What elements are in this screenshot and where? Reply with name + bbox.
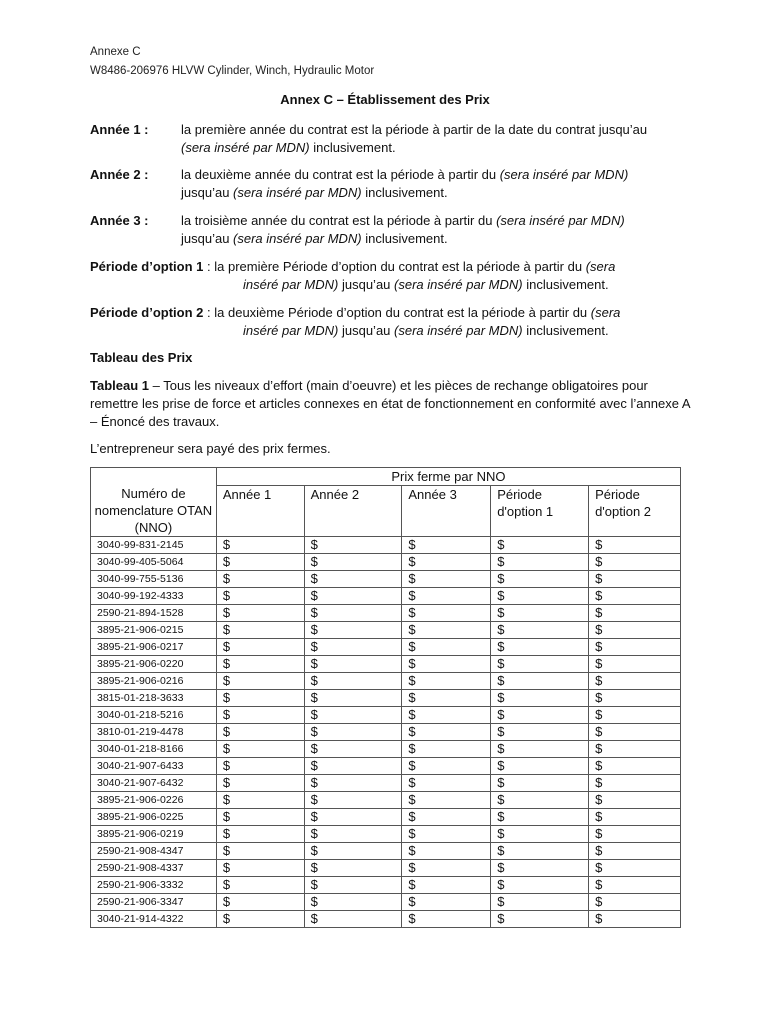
- year-3-placeholder-start: (sera inséré par MDN): [496, 213, 625, 228]
- option-1-line2: [243, 276, 609, 294]
- price-cell[interactable]: $: [589, 588, 681, 605]
- table-row: [91, 843, 681, 860]
- column-header-1: Année 1: [216, 486, 304, 537]
- nno-cell: 2590-21-894-1528: [91, 605, 217, 622]
- price-cell[interactable]: $: [304, 656, 402, 673]
- price-cell[interactable]: $: [589, 775, 681, 792]
- price-cell[interactable]: $: [402, 758, 491, 775]
- year-3-text: [181, 212, 691, 248]
- table-row: [91, 537, 681, 554]
- price-cell[interactable]: $: [402, 605, 491, 622]
- price-cell[interactable]: $: [491, 656, 589, 673]
- table-body: [91, 537, 681, 928]
- option-1-placeholder-end: (sera inséré par MDN): [394, 277, 523, 292]
- price-cell[interactable]: $: [402, 877, 491, 894]
- option-1-text-until: jusqu’au: [338, 277, 395, 292]
- option-2-separator: :: [203, 305, 215, 320]
- price-cell[interactable]: $: [304, 741, 402, 758]
- price-cell[interactable]: $: [491, 894, 589, 911]
- price-cell[interactable]: $: [589, 554, 681, 571]
- price-cell[interactable]: $: [491, 775, 589, 792]
- price-cell[interactable]: $: [402, 673, 491, 690]
- table-row: [91, 622, 681, 639]
- price-cell[interactable]: $: [304, 724, 402, 741]
- price-cell[interactable]: $: [491, 605, 589, 622]
- year-2-text-line1: la deuxième année du contrat est la période à partir du: [181, 167, 500, 182]
- price-cell[interactable]: $: [216, 758, 304, 775]
- nno-cell: 2590-21-908-4347: [91, 843, 217, 860]
- table-row: [91, 724, 681, 741]
- price-cell[interactable]: $: [402, 554, 491, 571]
- nno-cell: 3040-99-831-2145: [91, 537, 217, 554]
- price-cell[interactable]: $: [491, 792, 589, 809]
- price-cell[interactable]: $: [491, 724, 589, 741]
- nno-cell: 2590-21-906-3332: [91, 877, 217, 894]
- price-cell[interactable]: $: [216, 792, 304, 809]
- price-cell[interactable]: $: [491, 571, 589, 588]
- option-2-label: Période d’option 2: [90, 305, 204, 320]
- price-cell[interactable]: $: [589, 656, 681, 673]
- price-cell[interactable]: $: [216, 673, 304, 690]
- year-1-text: [181, 121, 691, 157]
- price-cell[interactable]: $: [304, 894, 402, 911]
- nno-cell: 3895-21-906-0225: [91, 809, 217, 826]
- table-row: [91, 894, 681, 911]
- header-annex-label: Annexe C: [90, 46, 141, 58]
- price-table: [90, 467, 681, 928]
- price-cell[interactable]: $: [402, 826, 491, 843]
- price-cell[interactable]: $: [491, 554, 589, 571]
- price-cell[interactable]: $: [589, 877, 681, 894]
- price-cell[interactable]: $: [304, 707, 402, 724]
- nno-cell: 3895-21-906-0216: [91, 673, 217, 690]
- year-1-label: Année 1 :: [90, 122, 149, 137]
- price-cell[interactable]: $: [491, 588, 589, 605]
- option-2-block: [90, 304, 690, 342]
- year-3-text-until: jusqu’au: [181, 231, 234, 246]
- nno-cell: 2590-21-908-4337: [91, 860, 217, 877]
- table-intro-text: – Tous les niveaux d’effort (main d’oeuvre) et les pièces de rechange obligatoires pour remettre les prise de force et articles connexes en état de fonctionnement en conformité avec l’annexe A – Énoncé des travaux.: [90, 378, 690, 429]
- price-cell[interactable]: $: [304, 860, 402, 877]
- price-cell[interactable]: $: [402, 588, 491, 605]
- option-2-placeholder-a: (sera: [590, 305, 621, 320]
- price-cell[interactable]: $: [216, 894, 304, 911]
- price-cell[interactable]: $: [402, 724, 491, 741]
- option-2-text: la deuxième Période d’option du contrat est la période à partir du: [214, 305, 591, 320]
- price-cell[interactable]: $: [589, 673, 681, 690]
- nno-cell: 2590-21-906-3347: [91, 894, 217, 911]
- price-cell[interactable]: $: [216, 843, 304, 860]
- price-cell[interactable]: $: [491, 707, 589, 724]
- nno-cell: 3895-21-906-0217: [91, 639, 217, 656]
- year-2-text-until: jusqu’au: [181, 185, 234, 200]
- year-2-text-end: inclusivement.: [361, 185, 448, 200]
- price-cell[interactable]: $: [304, 809, 402, 826]
- option-1-placeholder-b: inséré par MDN): [243, 277, 339, 292]
- price-cell[interactable]: $: [491, 877, 589, 894]
- nno-cell: 3895-21-906-0219: [91, 826, 217, 843]
- price-cell[interactable]: $: [491, 673, 589, 690]
- price-cell[interactable]: $: [304, 775, 402, 792]
- price-cell[interactable]: $: [491, 843, 589, 860]
- nno-cell: 3040-99-405-5064: [91, 554, 217, 571]
- page-title: Annex C – Établissement des Prix: [280, 92, 490, 107]
- table-row: [91, 554, 681, 571]
- price-cell[interactable]: $: [491, 622, 589, 639]
- table-row: [91, 707, 681, 724]
- payment-note: L’entrepreneur sera payé des prix fermes.: [90, 441, 331, 456]
- price-cell[interactable]: $: [402, 707, 491, 724]
- nno-cell: 3040-21-907-6433: [91, 758, 217, 775]
- price-cell[interactable]: $: [589, 758, 681, 775]
- price-cell[interactable]: $: [304, 537, 402, 554]
- year-3-text-line1: la troisième année du contrat est la période à partir du: [181, 213, 497, 228]
- price-cell[interactable]: $: [589, 724, 681, 741]
- option-1-separator: :: [203, 259, 215, 274]
- price-cell[interactable]: $: [304, 673, 402, 690]
- table-row: [91, 792, 681, 809]
- price-cell[interactable]: $: [304, 826, 402, 843]
- price-cell[interactable]: $: [402, 792, 491, 809]
- year-1-text-line1: la première année du contrat est la période à partir de la date du contrat jusqu’au: [181, 122, 648, 137]
- option-2-text-end: inclusivement.: [522, 323, 609, 338]
- price-cell[interactable]: $: [216, 554, 304, 571]
- price-cell[interactable]: $: [589, 860, 681, 877]
- price-cell[interactable]: $: [216, 877, 304, 894]
- table-header-row-1: [91, 468, 681, 486]
- table-row: [91, 639, 681, 656]
- price-cell[interactable]: $: [402, 809, 491, 826]
- nno-column-header: Numéro de nomenclature OTAN (NNO): [91, 468, 217, 537]
- nno-cell: 3895-21-906-0215: [91, 622, 217, 639]
- nno-cell: 3040-01-218-8166: [91, 741, 217, 758]
- price-cell[interactable]: $: [589, 639, 681, 656]
- option-1-text-end: inclusivement.: [522, 277, 609, 292]
- table-row: [91, 673, 681, 690]
- price-cell[interactable]: $: [491, 639, 589, 656]
- table-row: [91, 605, 681, 622]
- option-2-placeholder-b: inséré par MDN): [243, 323, 339, 338]
- option-1-block: [90, 258, 690, 296]
- price-cell[interactable]: $: [589, 537, 681, 554]
- year-3-label: Année 3 :: [90, 213, 149, 228]
- price-cell[interactable]: $: [216, 724, 304, 741]
- nno-cell: 3895-21-906-0226: [91, 792, 217, 809]
- price-cell[interactable]: $: [216, 860, 304, 877]
- table-row: [91, 860, 681, 877]
- option-1-text: la première Période d’option du contrat est la période à partir du: [214, 259, 586, 274]
- price-cell[interactable]: $: [589, 605, 681, 622]
- price-cell[interactable]: $: [491, 860, 589, 877]
- price-cell[interactable]: $: [402, 741, 491, 758]
- year-2-text: [181, 166, 691, 202]
- table-row: [91, 877, 681, 894]
- section-title: Tableau des Prix: [90, 350, 193, 365]
- price-cell[interactable]: $: [589, 792, 681, 809]
- price-cell[interactable]: $: [216, 537, 304, 554]
- price-cell[interactable]: $: [589, 826, 681, 843]
- nno-cell: 3040-01-218-5216: [91, 707, 217, 724]
- price-cell[interactable]: $: [216, 571, 304, 588]
- year-2-label: Année 2 :: [90, 167, 149, 182]
- price-cell[interactable]: $: [402, 690, 491, 707]
- price-cell[interactable]: $: [304, 690, 402, 707]
- nno-cell: 3040-99-192-4333: [91, 588, 217, 605]
- table-intro-label: Tableau 1: [90, 378, 150, 393]
- option-2-placeholder-end: (sera inséré par MDN): [394, 323, 523, 338]
- price-cell[interactable]: $: [589, 809, 681, 826]
- price-cell[interactable]: $: [589, 911, 681, 928]
- year-1-text-end: inclusivement.: [309, 140, 396, 155]
- price-cell[interactable]: $: [589, 571, 681, 588]
- year-3-block: [90, 212, 690, 250]
- price-cell[interactable]: $: [491, 809, 589, 826]
- price-cell[interactable]: $: [304, 639, 402, 656]
- column-header-4: Période d'option 1: [491, 486, 589, 537]
- year-1-placeholder: (sera inséré par MDN): [181, 140, 310, 155]
- price-cell[interactable]: $: [491, 826, 589, 843]
- price-cell[interactable]: $: [216, 741, 304, 758]
- price-cell[interactable]: $: [402, 894, 491, 911]
- price-cell[interactable]: $: [304, 792, 402, 809]
- price-cell[interactable]: $: [304, 758, 402, 775]
- table-row: [91, 775, 681, 792]
- header-contract-title: W8486-206976 HLVW Cylinder, Winch, Hydraulic Motor: [90, 65, 375, 77]
- table-row: [91, 758, 681, 775]
- price-cell[interactable]: $: [216, 639, 304, 656]
- table-row: [91, 690, 681, 707]
- price-cell[interactable]: $: [402, 860, 491, 877]
- price-cell[interactable]: $: [216, 809, 304, 826]
- price-cell[interactable]: $: [216, 656, 304, 673]
- nno-cell: 3810-01-219-4478: [91, 724, 217, 741]
- year-2-placeholder-end: (sera inséré par MDN): [233, 185, 362, 200]
- price-cell[interactable]: $: [216, 911, 304, 928]
- price-cell[interactable]: $: [304, 554, 402, 571]
- column-header-5: Période d'option 2: [589, 486, 681, 537]
- price-cell[interactable]: $: [216, 622, 304, 639]
- price-cell[interactable]: $: [216, 826, 304, 843]
- price-cell[interactable]: $: [491, 741, 589, 758]
- price-cell[interactable]: $: [304, 911, 402, 928]
- year-3-placeholder-end: (sera inséré par MDN): [233, 231, 362, 246]
- price-cell[interactable]: $: [589, 741, 681, 758]
- price-cell[interactable]: $: [402, 571, 491, 588]
- price-cell[interactable]: $: [491, 911, 589, 928]
- price-cell[interactable]: $: [216, 605, 304, 622]
- price-cell[interactable]: $: [216, 588, 304, 605]
- table-row: [91, 656, 681, 673]
- price-cell[interactable]: $: [216, 690, 304, 707]
- price-cell[interactable]: $: [402, 622, 491, 639]
- table-intro: [90, 377, 690, 431]
- year-2-placeholder-start: (sera inséré par MDN): [499, 167, 629, 182]
- nno-cell: 3040-21-907-6432: [91, 775, 217, 792]
- table-row: [91, 741, 681, 758]
- firm-price-header: Prix ferme par NNO: [216, 468, 680, 486]
- option-1-line1: [90, 258, 615, 276]
- price-cell[interactable]: $: [304, 605, 402, 622]
- table-row: [91, 911, 681, 928]
- price-cell[interactable]: $: [304, 588, 402, 605]
- price-cell[interactable]: $: [491, 690, 589, 707]
- table-row: [91, 571, 681, 588]
- price-cell[interactable]: $: [402, 843, 491, 860]
- price-cell[interactable]: $: [402, 775, 491, 792]
- column-header-2: Année 2: [304, 486, 402, 537]
- option-2-line1: [90, 304, 620, 322]
- price-cell[interactable]: $: [589, 622, 681, 639]
- price-cell[interactable]: $: [589, 894, 681, 911]
- price-cell[interactable]: $: [589, 843, 681, 860]
- price-cell[interactable]: $: [491, 758, 589, 775]
- column-header-3: Année 3: [402, 486, 491, 537]
- year-2-block: [90, 166, 690, 204]
- nno-cell: 3040-99-755-5136: [91, 571, 217, 588]
- price-cell[interactable]: $: [402, 911, 491, 928]
- price-cell[interactable]: $: [402, 656, 491, 673]
- year-1-block: [90, 121, 690, 159]
- option-2-line2: [243, 322, 609, 340]
- option-1-placeholder-a: (sera: [585, 259, 616, 274]
- price-cell[interactable]: $: [402, 639, 491, 656]
- price-cell[interactable]: $: [216, 707, 304, 724]
- price-cell[interactable]: $: [402, 537, 491, 554]
- table-row: [91, 809, 681, 826]
- nno-cell: 3040-21-914-4322: [91, 911, 217, 928]
- table-row: [91, 588, 681, 605]
- option-1-label: Période d’option 1: [90, 259, 204, 274]
- price-cell[interactable]: $: [589, 707, 681, 724]
- price-cell[interactable]: $: [589, 690, 681, 707]
- price-cell[interactable]: $: [304, 571, 402, 588]
- nno-cell: 3815-01-218-3633: [91, 690, 217, 707]
- price-cell[interactable]: $: [491, 537, 589, 554]
- table-row: [91, 826, 681, 843]
- price-cell[interactable]: $: [216, 775, 304, 792]
- option-2-text-until: jusqu’au: [338, 323, 395, 338]
- year-3-text-end: inclusivement.: [361, 231, 448, 246]
- price-cell[interactable]: $: [304, 877, 402, 894]
- price-cell[interactable]: $: [304, 622, 402, 639]
- nno-cell: 3895-21-906-0220: [91, 656, 217, 673]
- price-cell[interactable]: $: [304, 843, 402, 860]
